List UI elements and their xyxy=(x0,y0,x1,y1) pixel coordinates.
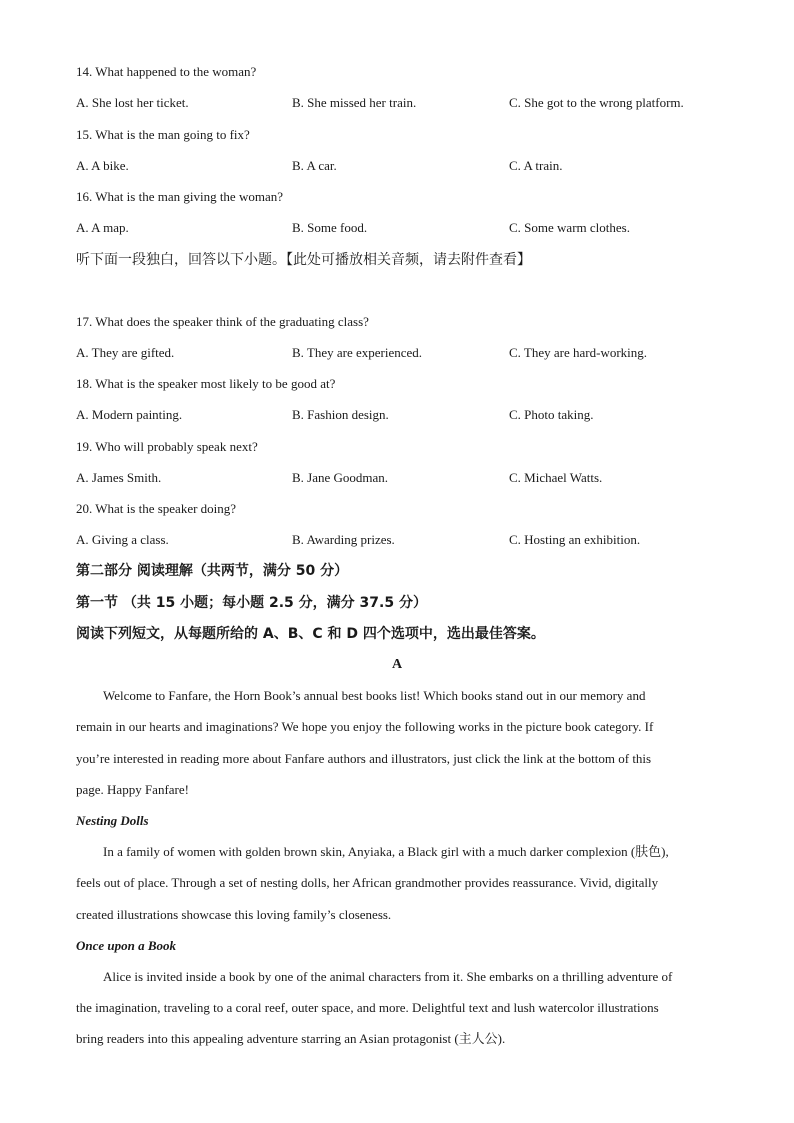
q14-option-c: C. She got to the wrong platform. xyxy=(509,95,684,110)
question-16: 16. What is the man giving the woman? xyxy=(76,189,283,204)
question-18: 18. What is the speaker most likely to be good at? xyxy=(76,376,336,391)
q18-option-a: A. Modern painting. xyxy=(76,407,183,422)
intro-line: Welcome to Fanfare, the Horn Book’s annual best books list! Which books stand out in our memory and xyxy=(103,688,646,703)
q17-option-c: C. They are hard-working. xyxy=(509,345,648,360)
intro-line: you’re interested in reading more about Fanfare authors and illustrators, just click the link at the bottom of this xyxy=(76,751,652,766)
book1-title: Nesting Dolls xyxy=(76,813,149,828)
question-20: 20. What is the speaker doing? xyxy=(76,501,237,516)
q16-option-b: B. Some food. xyxy=(292,220,368,235)
q14-option-b: B. She missed her train. xyxy=(292,95,417,110)
question-19: 19. Who will probably speak next? xyxy=(76,439,258,454)
q14-option-a: A. She lost her ticket. xyxy=(76,95,189,110)
book1-line: In a family of women with golden brown skin, Anyiaka, a Black girl with a much darker complexion (肤色), xyxy=(103,844,669,859)
book2-line: bring readers into this appealing adventure starring an Asian protagonist (主人公). xyxy=(76,1031,506,1046)
q16-option-c: C. Some warm clothes. xyxy=(509,220,630,235)
q17-option-a: A. They are gifted. xyxy=(76,345,175,360)
q20-option-a: A. Giving a class. xyxy=(76,532,169,547)
q16-option-a: A. A map. xyxy=(76,220,129,235)
question-14: 14. What happened to the woman? xyxy=(76,64,257,79)
section2-title: 第二部分 阅读理解（共两节，满分 50 分） xyxy=(76,563,349,579)
q18-option-b: B. Fashion design. xyxy=(292,407,389,422)
question-17: 17. What does the speaker think of the graduating class? xyxy=(76,314,369,329)
section2-instruction: 阅读下列短文，从每题所给的 A、B、C 和 D 四个选项中，选出最佳答案。 xyxy=(76,626,545,642)
book2-title: Once upon a Book xyxy=(76,938,177,953)
book1-line: created illustrations showcase this loving family’s closeness. xyxy=(76,907,392,922)
q20-option-c: C. Hosting an exhibition. xyxy=(509,532,641,547)
q20-option-b: B. Awarding prizes. xyxy=(292,532,395,547)
q17-option-b: B. They are experienced. xyxy=(292,345,423,360)
question-15: 15. What is the man going to fix? xyxy=(76,127,250,142)
monologue-instruction: 听下面一段独白，回答以下小题。【此处可播放相关音频，请去附件查看】 xyxy=(76,252,531,268)
q19-option-b: B. Jane Goodman. xyxy=(292,470,389,485)
q19-option-a: A. James Smith. xyxy=(76,470,162,485)
q19-option-c: C. Michael Watts. xyxy=(509,470,603,485)
book2-line: the imagination, traveling to a coral reef, outer space, and more. Delightful text and lush watercolor illustrations xyxy=(76,1000,659,1015)
book2-line: Alice is invited inside a book by one of the animal characters from it. She embarks on a thrilling adventure of xyxy=(103,969,673,984)
q18-option-c: C. Photo taking. xyxy=(509,407,594,422)
section2-subtitle: 第一节 （共 15 小题；每小题 2.5 分，满分 37.5 分） xyxy=(76,595,427,611)
book1-line: feels out of place. Through a set of nesting dolls, her African grandmother provides reassurance. Vivid, digitally xyxy=(76,875,659,890)
intro-line: remain in our hearts and imaginations? We hope you enjoy the following works in the picture book category. If xyxy=(76,719,654,734)
q15-option-c: C. A train. xyxy=(509,158,563,173)
q15-option-a: A. A bike. xyxy=(76,158,129,173)
intro-line: page. Happy Fanfare! xyxy=(76,782,189,797)
passage-letter: A xyxy=(391,657,403,672)
q15-option-b: B. A car. xyxy=(292,158,337,173)
